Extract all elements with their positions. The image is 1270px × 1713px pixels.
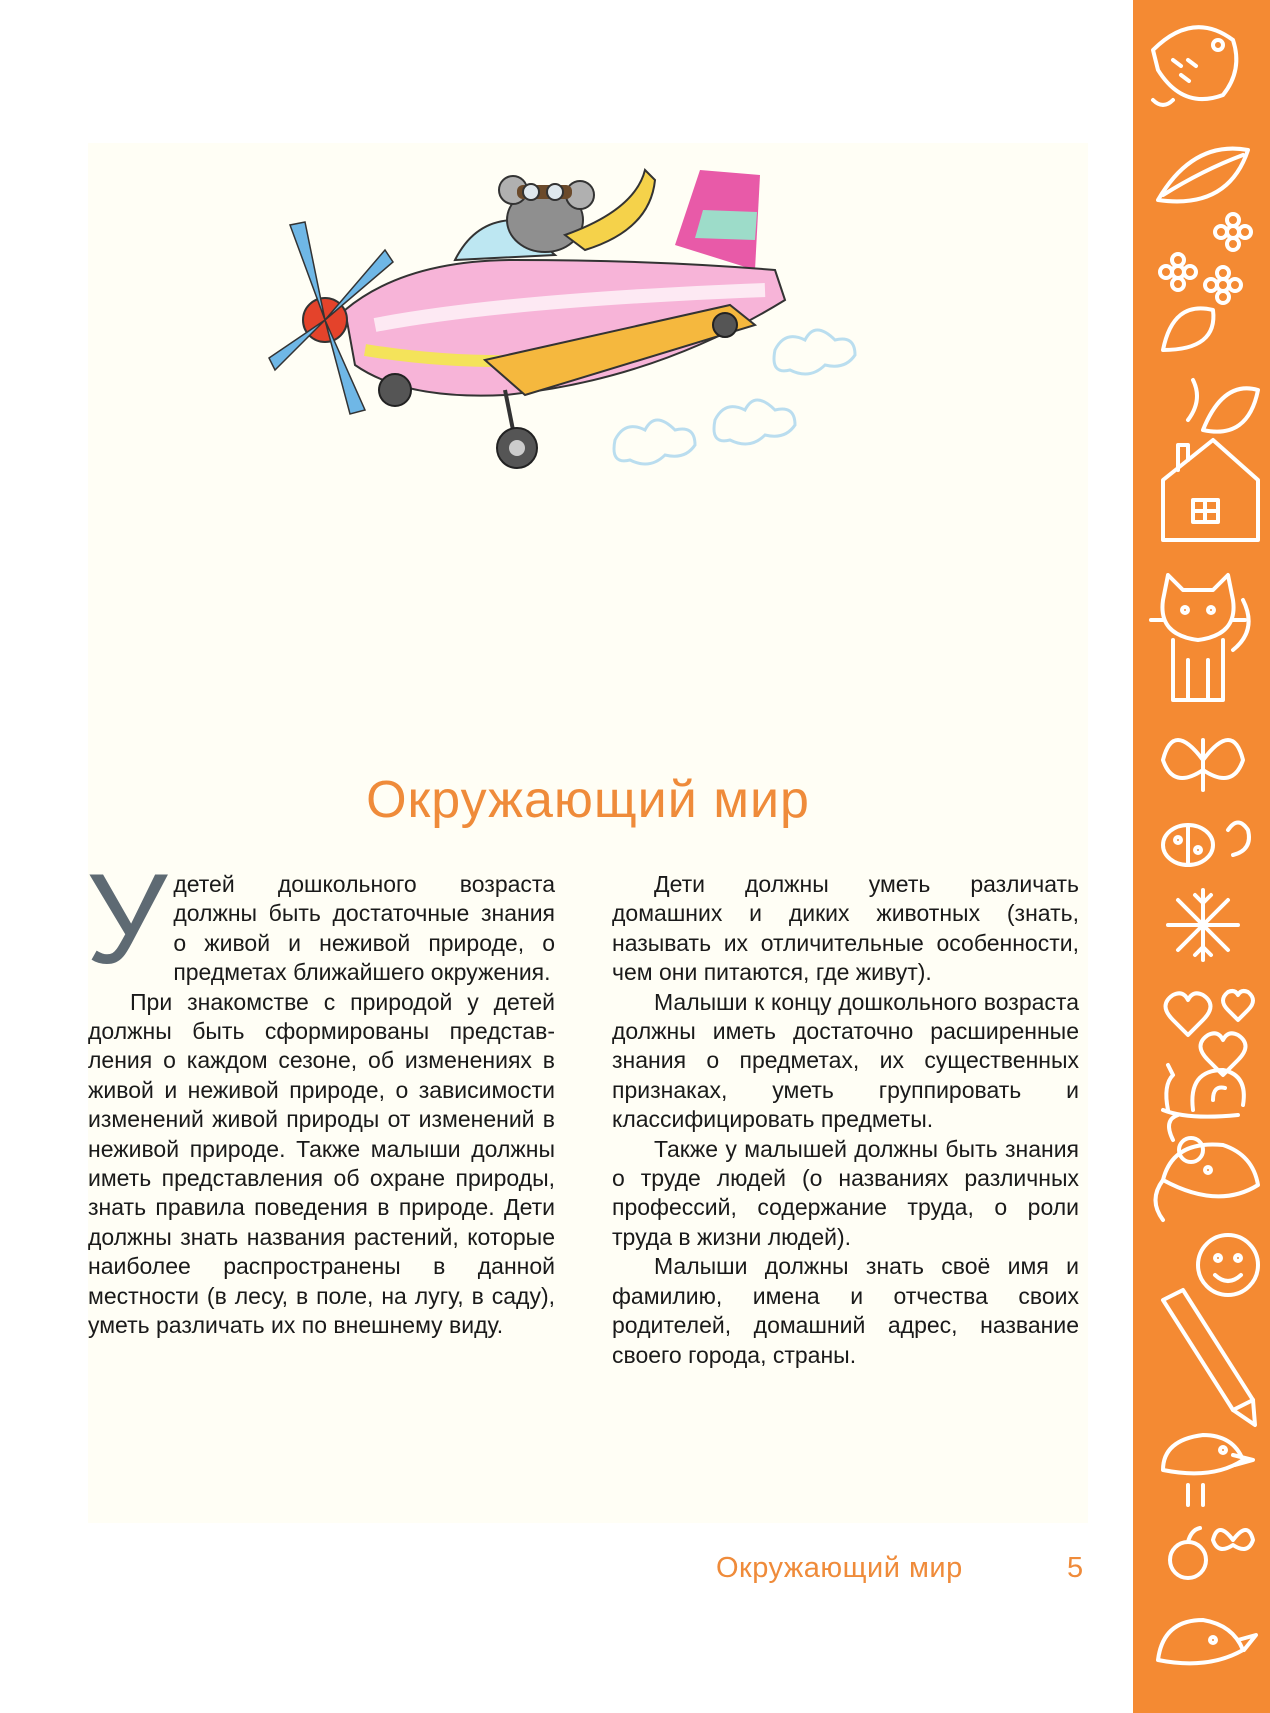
cat-icon [1151, 575, 1249, 700]
right-column [612, 870, 1079, 1370]
bird-icon [1163, 1435, 1253, 1505]
paragraph: Дети должны уметь различать домашних и диких животных (знать, называть их отличительные особенности, чем они питаются, где живут). [612, 871, 1079, 986]
mouse-icon [1156, 1115, 1259, 1220]
running-footer-title: Окружающий мир [716, 1552, 963, 1584]
snowflake-icon [1168, 890, 1238, 960]
paragraph: Также у малышей должны быть знания о труде людей (о названиях различных профессий, содержание труда, о роли труда в жизни людей). [612, 1135, 1079, 1250]
paragraph: При знакомстве с природой у детей должны быть сформированы представления о каждом сезоне, об изменениях в живой и неживой природе, о зависимости изменений живой природы от изменений в неживой природе. Также малыши должны иметь представления об охране природы, знать правила поведения в природе. Дети должны знать названия растений, которые наиболее распространены в данной местности (в лесу, в поле, на лугу, в саду), уметь различать их по внешнему виду. [88, 988, 555, 1339]
drop-cap: У [86, 848, 168, 991]
flower-icon [1160, 214, 1251, 303]
butterfly-icon [1213, 1530, 1253, 1549]
intro-text: детей дошкольного возраста должны быть достаточные знания о живой и неживой природе, о предметах ближайшего окружения. [173, 871, 555, 986]
page-number: 5 [1067, 1552, 1084, 1584]
bird-icon [1158, 1620, 1256, 1663]
page-title: Окружающий мир [366, 771, 810, 829]
ladybug-icon [1163, 823, 1249, 866]
leaf-icon [1158, 149, 1248, 202]
pencil-icon [1163, 1290, 1255, 1425]
house-icon [1163, 440, 1258, 540]
snail-icon [1163, 1065, 1244, 1117]
leaf-icon [1163, 308, 1258, 431]
heart-icon [1166, 991, 1254, 1075]
apple-icon [1170, 1528, 1206, 1578]
left-column [86, 848, 555, 1341]
paragraph: Малыши должны знать своё имя и фамилию, имена и отчества своих родителей, домашний адрес, название своего города, страны. [612, 1253, 1079, 1368]
smiley-icon [1198, 1235, 1258, 1295]
paragraph: Малыши к концу дошкольного возраста должны иметь достаточно расширенные знания о предметах, их существенных признаках, уметь группировать и классифицировать предметы. [612, 988, 1079, 1133]
intro-paragraph [86, 848, 555, 991]
airplane-mouse-illustration [255, 150, 875, 490]
decorative-border [1133, 0, 1270, 1713]
fish-icon [1153, 27, 1236, 105]
butterfly-icon [1163, 740, 1243, 790]
